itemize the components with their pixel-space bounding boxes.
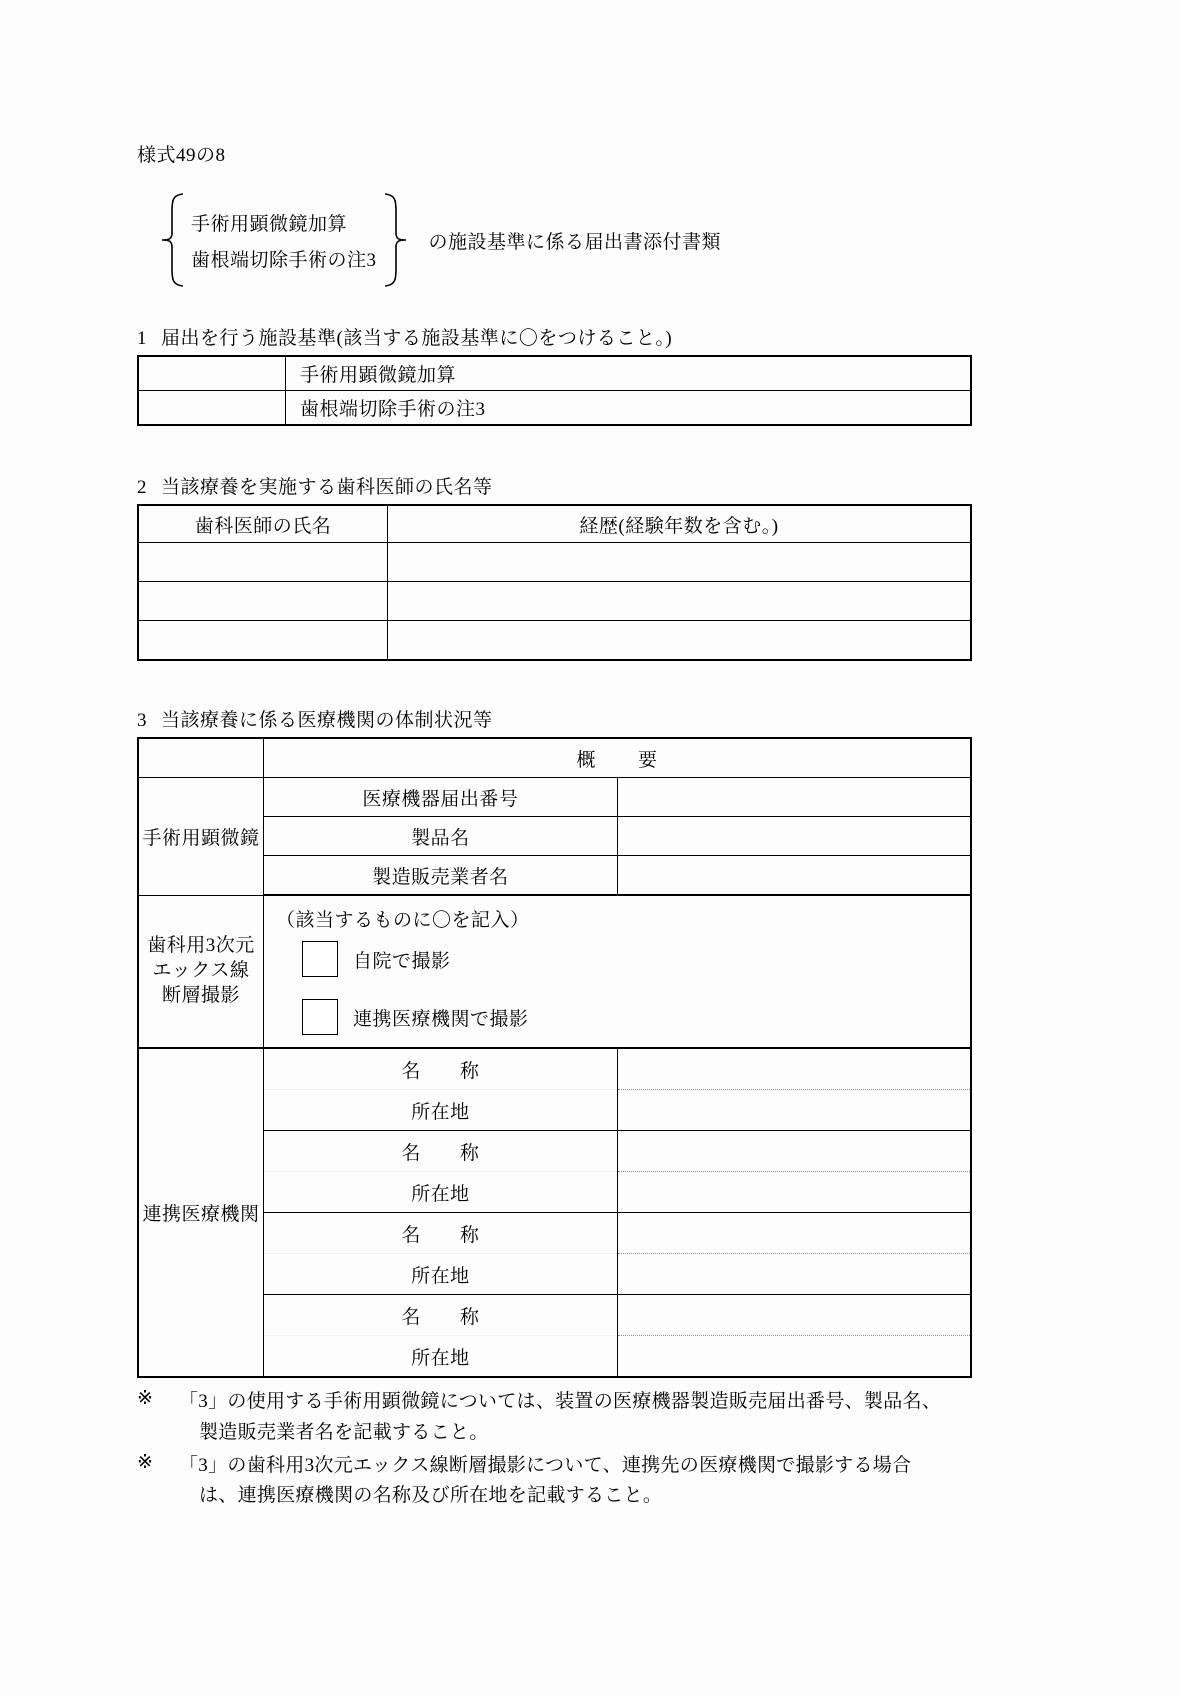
checkbox-in-house[interactable] bbox=[302, 941, 338, 977]
label-product-name: 製品名 bbox=[264, 817, 618, 856]
overview-label-right: 要 bbox=[638, 749, 658, 771]
table-row bbox=[138, 1048, 971, 1090]
value-partner-name[interactable] bbox=[617, 1295, 971, 1336]
section-2-heading bbox=[137, 472, 972, 499]
label-partner-address: 所在地 bbox=[264, 1336, 618, 1378]
value-partner-name[interactable] bbox=[617, 1048, 971, 1090]
section-2-number: 2 bbox=[137, 477, 147, 498]
section-2-heading-text: 当該療養を実施する歯科医師の氏名等 bbox=[161, 477, 493, 498]
dentist-name-cell[interactable] bbox=[138, 621, 388, 661]
table-row bbox=[138, 895, 971, 1048]
column-header-dentist-name: 歯科医師の氏名 bbox=[138, 505, 388, 543]
section-3 bbox=[137, 705, 972, 1378]
section-3-table bbox=[137, 737, 972, 1378]
table-row bbox=[138, 1172, 971, 1213]
dentist-name-cell[interactable] bbox=[138, 582, 388, 621]
document-title bbox=[159, 191, 972, 289]
footnote-1 bbox=[137, 1387, 972, 1449]
circle-mark-cell[interactable] bbox=[138, 356, 286, 391]
value-partner-address[interactable] bbox=[617, 1254, 971, 1295]
section-2 bbox=[137, 472, 972, 661]
overview-label-left: 概 bbox=[576, 749, 596, 771]
checkbox-label-partner-facility: 連携医療機関で撮影 bbox=[353, 1008, 529, 1030]
label-partner-address: 所在地 bbox=[264, 1254, 618, 1295]
footnote-mark-icon: ※ bbox=[137, 1451, 154, 1473]
section-3-number: 3 bbox=[137, 710, 147, 731]
footnote-1-body bbox=[179, 1387, 972, 1449]
category-line-1: 歯科用3次元 bbox=[147, 935, 255, 957]
column-header-career: 経歴(経験年数を含む。) bbox=[388, 505, 972, 543]
career-cell[interactable] bbox=[388, 582, 972, 621]
brace-content bbox=[185, 191, 383, 289]
table-row bbox=[138, 582, 971, 621]
value-device-registration-number[interactable] bbox=[617, 778, 971, 817]
table-row bbox=[138, 391, 971, 426]
brace-right-icon bbox=[383, 191, 409, 289]
label-partner-address: 所在地 bbox=[264, 1172, 618, 1213]
value-partner-address[interactable] bbox=[617, 1090, 971, 1131]
footnote-2-line-2: は、連携医療機関の名称及び所在地を記載すること。 bbox=[199, 1485, 663, 1507]
blank-corner-cell bbox=[138, 738, 264, 778]
footnote-2-body bbox=[179, 1451, 972, 1513]
footnote-2 bbox=[137, 1451, 972, 1513]
section-3-heading-text: 当該療養に係る医療機関の体制状況等 bbox=[161, 710, 493, 731]
section-2-table bbox=[137, 504, 972, 661]
ct-checkbox-area bbox=[264, 895, 972, 1048]
table-header-row bbox=[138, 505, 971, 543]
brace-line-2: 歯根端切除手術の注3 bbox=[191, 249, 377, 271]
value-partner-name[interactable] bbox=[617, 1131, 971, 1172]
table-row bbox=[138, 1295, 971, 1336]
standard-name-cell: 手術用顕微鏡加算 bbox=[286, 356, 972, 391]
form-number: 様式49の8 bbox=[137, 145, 226, 166]
footnote-1-line-2: 製造販売業者名を記載すること。 bbox=[199, 1421, 489, 1443]
table-row bbox=[138, 1254, 971, 1295]
table-row bbox=[138, 817, 971, 856]
table-header-row bbox=[138, 738, 971, 778]
table-row bbox=[138, 621, 971, 661]
table-row bbox=[138, 1213, 971, 1254]
footnote-2-line-1: 「3」の歯科用3次元エックス線断層撮影について、連携先の医療機関で撮影する場合 bbox=[179, 1454, 912, 1476]
career-cell[interactable] bbox=[388, 543, 972, 582]
section-1-number: 1 bbox=[137, 328, 147, 349]
label-partner-name: 名 称 bbox=[264, 1131, 618, 1172]
circle-mark-cell[interactable] bbox=[138, 391, 286, 426]
category-microscope: 手術用顕微鏡 bbox=[138, 778, 264, 896]
label-partner-name: 名 称 bbox=[264, 1048, 618, 1090]
brace-line-1: 手術用顕微鏡加算 bbox=[191, 213, 348, 235]
section-1 bbox=[137, 323, 972, 426]
table-row bbox=[138, 543, 971, 582]
value-partner-name[interactable] bbox=[617, 1213, 971, 1254]
table-row bbox=[138, 1090, 971, 1131]
career-cell[interactable] bbox=[388, 621, 972, 661]
footnotes bbox=[137, 1387, 972, 1512]
table-row bbox=[138, 356, 971, 391]
value-product-name[interactable] bbox=[617, 817, 971, 856]
category-dental-3d-xray bbox=[138, 895, 264, 1048]
label-partner-name: 名 称 bbox=[264, 1295, 618, 1336]
label-partner-name: 名 称 bbox=[264, 1213, 618, 1254]
overview-header-cell bbox=[264, 738, 972, 778]
section-1-heading-text: 届出を行う施設基準(該当する施設基準に〇をつけること。) bbox=[161, 328, 673, 349]
value-manufacturer-name[interactable] bbox=[617, 856, 971, 896]
standard-name-cell: 歯根端切除手術の注3 bbox=[286, 391, 972, 426]
checkbox-partner-facility[interactable] bbox=[302, 999, 338, 1035]
category-partner-institutions: 連携医療機関 bbox=[138, 1048, 264, 1377]
category-line-2: エックス線 bbox=[152, 959, 250, 981]
value-partner-address[interactable] bbox=[617, 1336, 971, 1378]
section-1-table bbox=[137, 355, 972, 426]
title-tail-text: の施設基準に係る届出書添付書類 bbox=[428, 231, 722, 253]
label-device-registration-number: 医療機器届出番号 bbox=[264, 778, 618, 817]
category-line-3: 断層撮影 bbox=[161, 984, 240, 1006]
dentist-name-cell[interactable] bbox=[138, 543, 388, 582]
table-row bbox=[138, 1336, 971, 1378]
footnote-1-line-1: 「3」の使用する手術用顕微鏡については、装置の医療機器製造販売届出番号、製品名、 bbox=[179, 1391, 942, 1412]
section-3-heading bbox=[137, 705, 972, 732]
section-1-heading bbox=[137, 323, 972, 350]
value-partner-address[interactable] bbox=[617, 1172, 971, 1213]
label-manufacturer-name: 製造販売業者名 bbox=[264, 856, 618, 896]
brace-group bbox=[159, 191, 409, 289]
checkbox-row-in-house[interactable] bbox=[302, 941, 970, 977]
footnote-mark-icon: ※ bbox=[137, 1388, 154, 1409]
table-row bbox=[138, 1131, 971, 1172]
table-row bbox=[138, 856, 971, 896]
checkbox-row-partner[interactable] bbox=[302, 999, 970, 1035]
brace-left-icon bbox=[159, 191, 185, 289]
table-row bbox=[138, 778, 971, 817]
label-partner-address: 所在地 bbox=[264, 1090, 618, 1131]
ct-instruction-text: （該当するものに〇を記入） bbox=[276, 910, 530, 931]
checkbox-label-in-house: 自院で撮影 bbox=[353, 950, 451, 972]
page-content bbox=[137, 0, 972, 1514]
